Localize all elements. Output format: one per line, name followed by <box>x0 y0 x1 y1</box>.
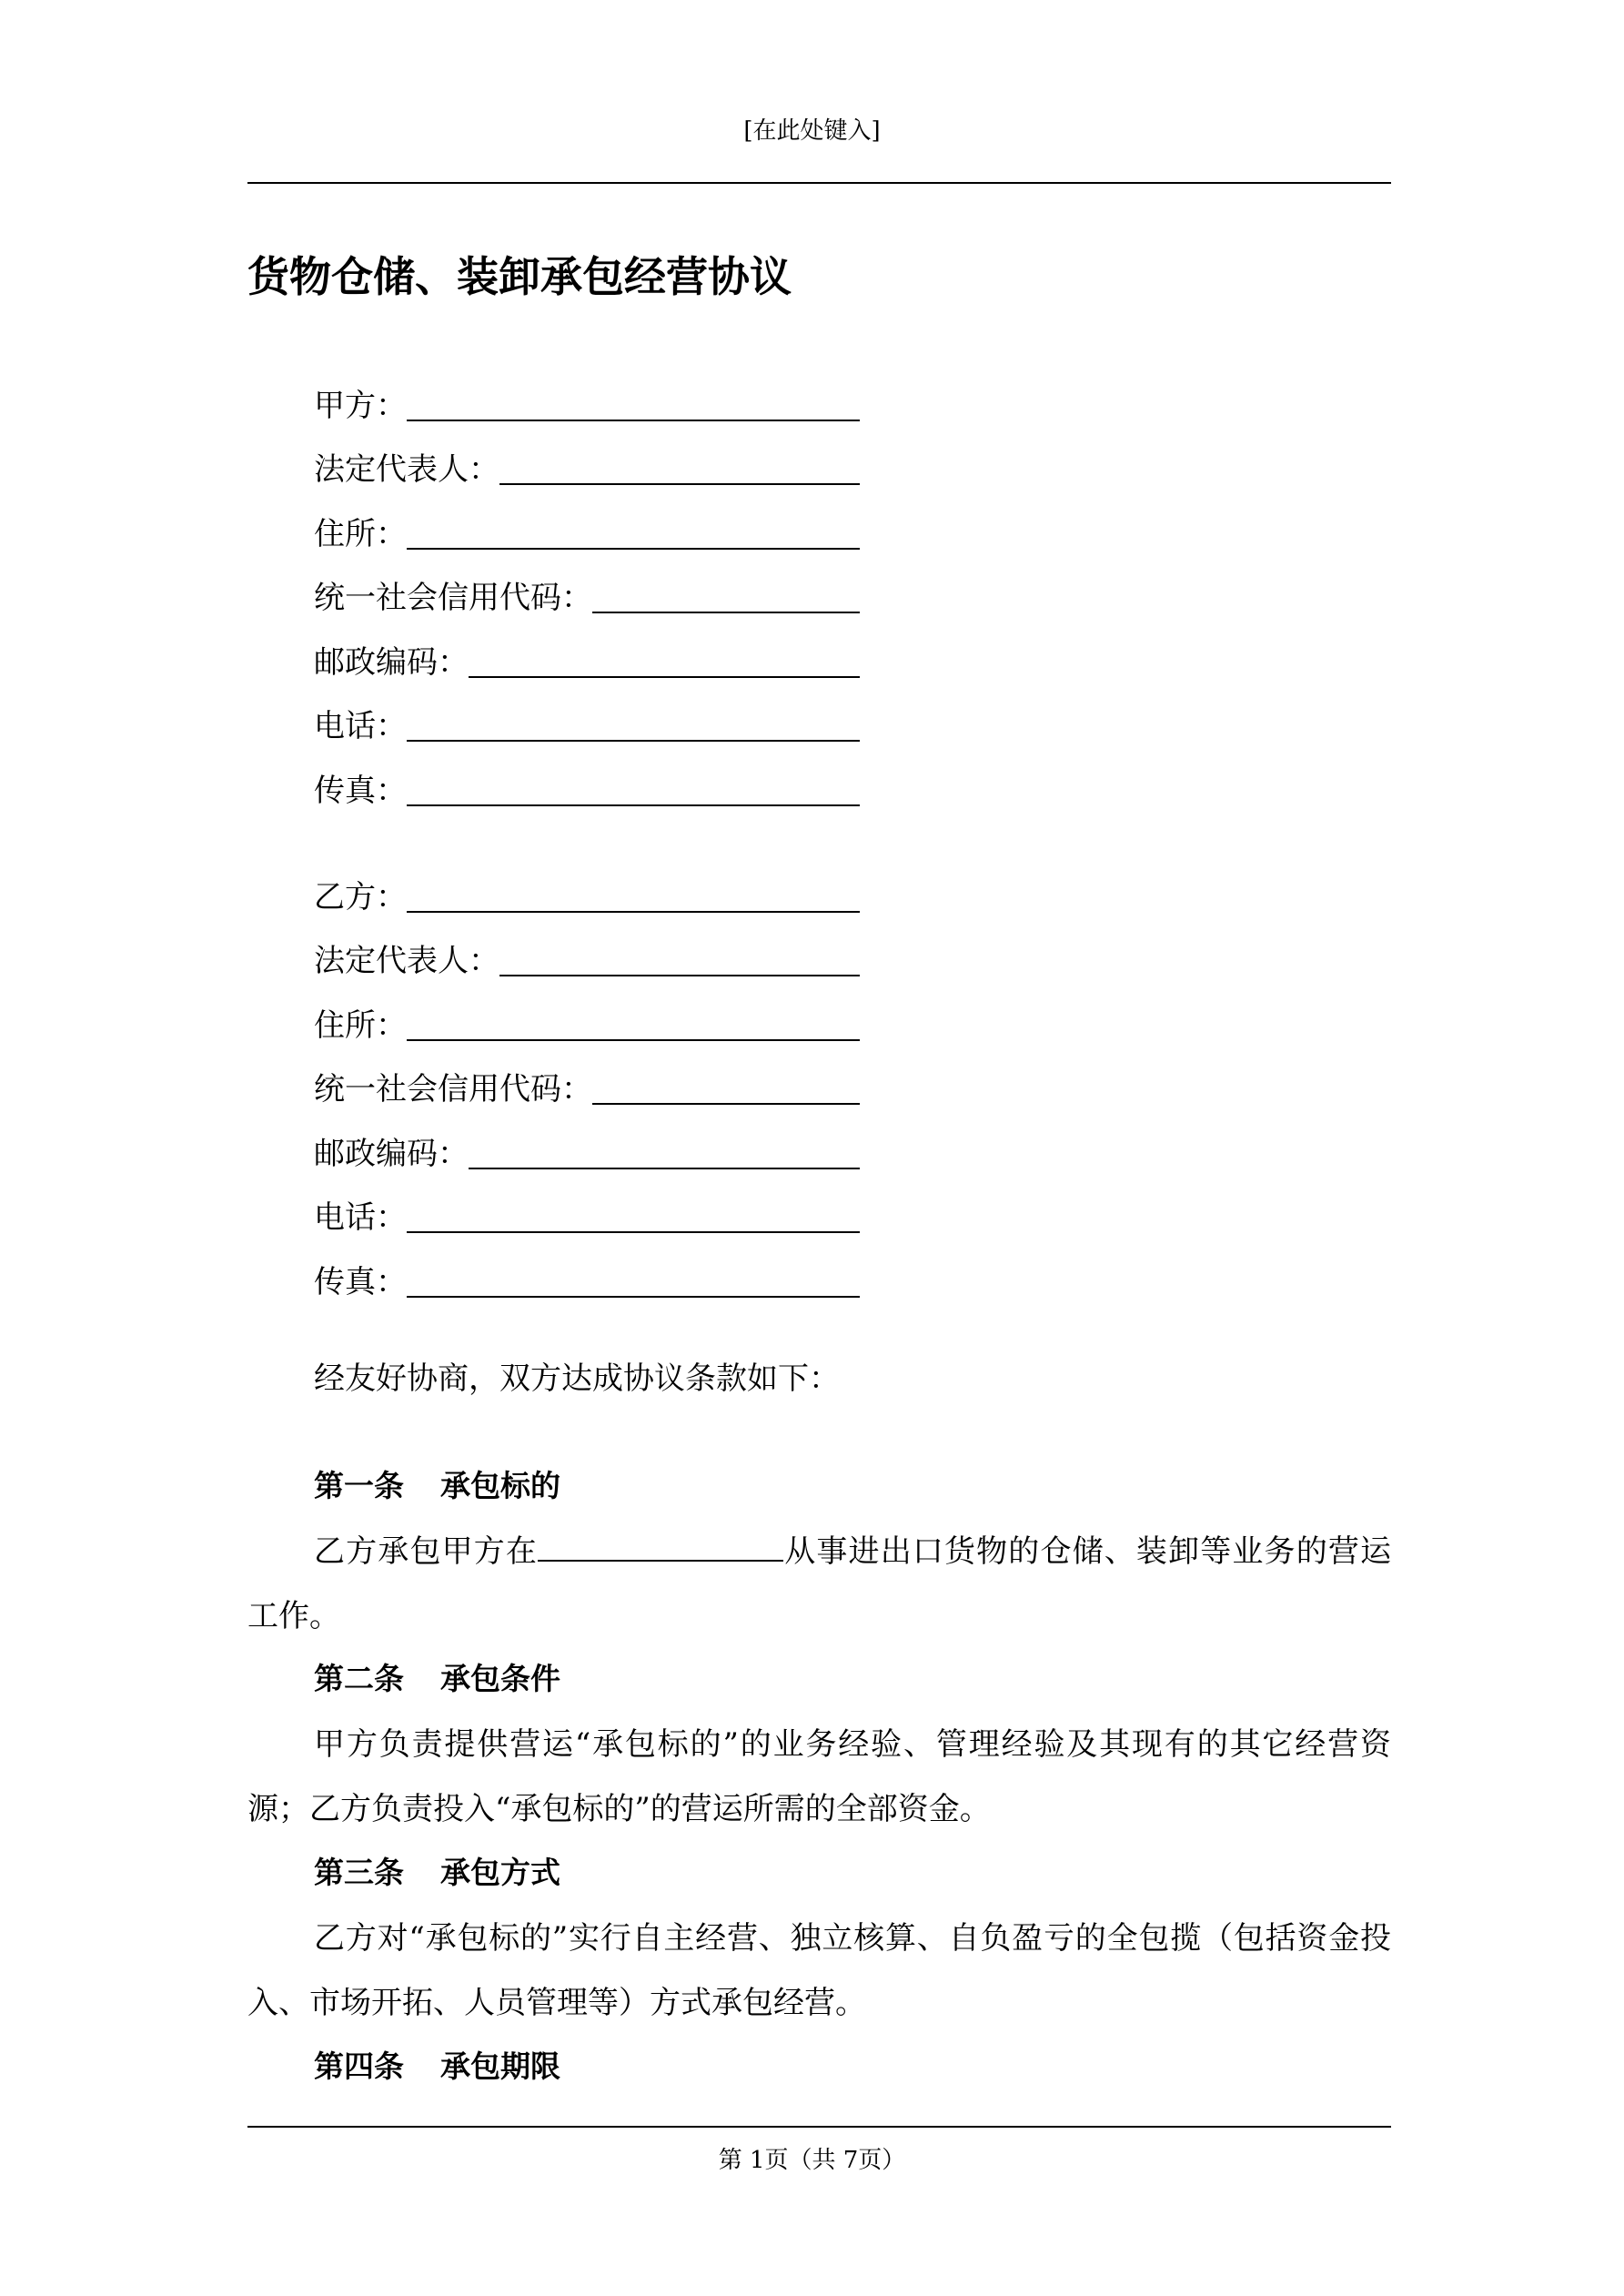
article-2-heading <box>314 1656 560 1702</box>
field-label: 法定代表人： <box>314 451 499 488</box>
blank-line[interactable] <box>407 1259 860 1298</box>
article-3-heading <box>314 1850 560 1896</box>
field-label: 邮政编码： <box>314 643 469 681</box>
blank-line[interactable] <box>407 768 860 806</box>
party-b-block <box>314 855 860 1305</box>
field-label: 统一社会信用代码： <box>314 1071 592 1108</box>
field-label: 住所： <box>314 515 407 552</box>
blank-line[interactable] <box>407 511 860 550</box>
blank-line[interactable] <box>407 1003 860 1041</box>
field-label: 统一社会信用代码： <box>314 580 592 616</box>
footer-rule <box>247 2126 1391 2128</box>
field-label: 住所： <box>314 1006 407 1044</box>
party-a-block <box>314 364 860 814</box>
field-label: 电话： <box>314 1199 407 1236</box>
blank-line[interactable] <box>407 875 860 913</box>
article-number: 第二条 <box>314 1661 404 1696</box>
blank-line[interactable] <box>469 1131 860 1169</box>
article-number: 第三条 <box>314 1855 404 1890</box>
party-a-name-field <box>314 364 860 429</box>
blank-line[interactable] <box>592 1067 860 1105</box>
field-label: 电话： <box>314 708 407 744</box>
article-4-heading <box>314 2044 560 2089</box>
party-a-credit-code-field <box>314 557 860 622</box>
header-rule <box>247 182 1391 184</box>
party-b-legal-rep-field <box>314 920 860 985</box>
article-text: 从事进出口货物的仓储、装卸等业务的营运工作。 <box>247 1533 1391 1634</box>
article-title: 承包期限 <box>440 2048 560 2084</box>
intro-paragraph: 经友好协商，双方达成协议条款如下： <box>314 1360 840 1397</box>
field-label: 邮政编码： <box>314 1135 469 1172</box>
party-a-address-field <box>314 492 860 557</box>
article-title: 承包方式 <box>440 1855 560 1890</box>
blank-line[interactable] <box>407 703 860 742</box>
party-b-phone-field <box>314 1177 860 1241</box>
blank-line[interactable] <box>407 1195 860 1233</box>
party-b-fax-field <box>314 1240 860 1305</box>
blank-line[interactable] <box>538 1527 783 1562</box>
party-a-phone-field <box>314 685 860 750</box>
article-number: 第四条 <box>314 2048 404 2084</box>
party-a-legal-rep-field <box>314 429 860 493</box>
field-label: 甲方： <box>314 387 407 424</box>
article-3-body: 乙方对“承包标的”实行自主经营、独立核算、自负盈亏的全包揽（包括资金投入、市场开拓、人员管理等）方式承包经营。 <box>247 1920 1391 2021</box>
article-2-body: 甲方负责提供营运“承包标的”的业务经验、管理经验及其现有的其它经营资源；乙方负责投入“承包标的”的营运所需的全部资金。 <box>247 1726 1391 1827</box>
blank-line[interactable] <box>499 447 860 485</box>
blank-line[interactable] <box>592 575 860 613</box>
field-label: 传真： <box>314 1263 407 1300</box>
article-title: 承包条件 <box>440 1661 560 1696</box>
party-b-name-field <box>314 855 860 920</box>
article-title: 承包标的 <box>440 1468 560 1503</box>
blank-line[interactable] <box>499 938 860 976</box>
party-a-postcode-field <box>314 621 860 685</box>
document-title: 货物仓储、装卸承包经营协议 <box>247 252 792 301</box>
article-text: 乙方承包甲方在 <box>314 1533 539 1570</box>
field-label: 法定代表人： <box>314 943 499 979</box>
party-b-postcode-field <box>314 1112 860 1177</box>
party-a-fax-field <box>314 749 860 814</box>
blank-line[interactable] <box>469 640 860 678</box>
party-b-credit-code-field <box>314 1048 860 1113</box>
party-b-address-field <box>314 984 860 1048</box>
article-1-body <box>247 1520 1391 1649</box>
page-footer: 第 1页（共 7页） <box>718 2147 906 2174</box>
page-header: [在此处键入] <box>743 117 881 145</box>
article-number: 第一条 <box>314 1468 404 1503</box>
field-label: 传真： <box>314 772 407 809</box>
article-1-heading <box>314 1463 560 1509</box>
blank-line[interactable] <box>407 383 860 421</box>
field-label: 乙方： <box>314 878 407 915</box>
